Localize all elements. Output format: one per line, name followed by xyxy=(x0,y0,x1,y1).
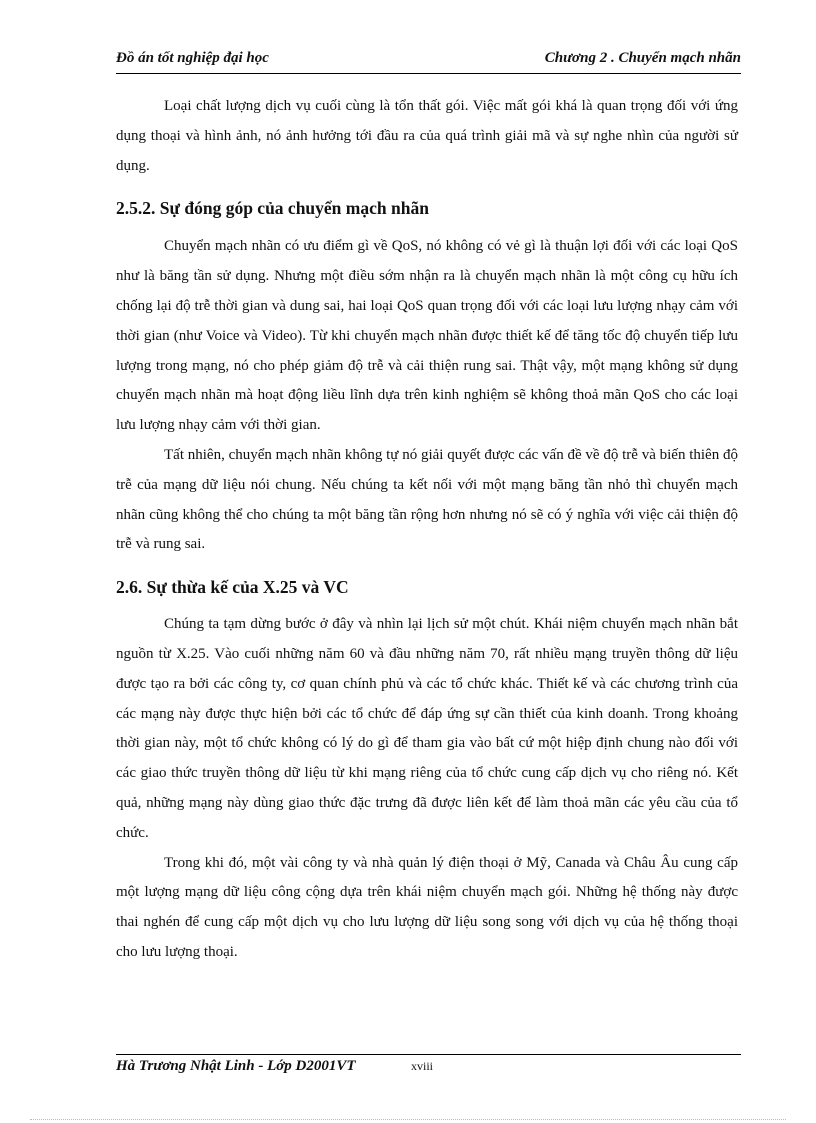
footer-rule xyxy=(116,1054,741,1055)
bottom-dotted-border xyxy=(30,1119,786,1120)
footer-author: Hà Trương Nhật Linh - Lớp D2001VT xyxy=(116,1058,356,1074)
page-footer xyxy=(116,1058,434,1075)
page-number: xviii xyxy=(411,1059,434,1073)
paragraph-packet-loss: Loại chất lượng dịch vụ cuối cùng là tổn thất gói. Việc mất gói khá là quan trọng đối với ứng dụng thoại và hình ảnh, nó ảnh hưởng tới đầu ra của quá trình giải mã và sự nghe nhìn của người sử dụng. xyxy=(116,98,738,174)
paragraph-public-data-networks: Trong khi đó, một vài công ty và nhà quản lý điện thoại ở Mỹ, Canada và Châu Âu cung cấp một lượng mạng dữ liệu công cộng dựa trên khái niệm chuyển mạch gói. Những hệ thống này được thai nghén để cung cấp một dịch vụ cho lưu lượng dữ liệu song song với dịch vụ của hệ thống thoại cho lưu lượng thoại. xyxy=(116,854,738,960)
paragraph-label-switching-qos: Chuyển mạch nhãn có ưu điểm gì về QoS, nó không có vẻ gì là thuận lợi đối với các loại QoS như là băng tần sử dụng. Nhưng một điều sớm nhận ra là chuyển mạch nhãn là một công cụ hữu ích chống lại độ trễ thời gian và dung sai, hai loại QoS quan trọng đối với các loại lưu lượng nhạy cảm với thời gian (như Voice và Video). Từ khi chuyển mạch nhãn được thiết kế để tăng tốc độ chuyển tiếp lưu lượng trong mạng, nó cho phép giảm độ trễ và cải thiện rung sai. Thật vậy, một mạng không sử dụng chuyển mạch nhãn mà hoạt động liều lĩnh dựa trên kinh nghiệm sẽ không thoả mãn QoS cho các loại lưu lượng nhạy cảm với thời gian. xyxy=(116,238,738,434)
section-heading-2-5-2: 2.5.2. Sự đóng góp của chuyển mạch nhãn xyxy=(116,198,429,219)
page-header xyxy=(116,50,741,72)
paragraph-delay-jitter: Tất nhiên, chuyển mạch nhãn không tự nó giải quyết được các vấn đề về độ trễ và biến thiên độ trễ của mạng dữ liệu nói chung. Nếu chúng ta kết nối với một mạng băng tần nhỏ thì chuyển mạch nhãn cũng không thể cho chúng ta một băng tần rộng hơn nhưng nó sẽ có ý nghĩa với việc cải thiện độ trễ và rung sai. xyxy=(116,446,738,553)
paragraph-x25-history: Chúng ta tạm dừng bước ở đây và nhìn lại lịch sử một chút. Khái niệm chuyển mạch nhãn bắt nguồn từ X.25. Vào cuối những năm 60 và đầu những năm 70, rất nhiều mạng truyền thông dữ liệu được tạo ra bởi các công ty, cơ quan chính phủ và các tổ chức khác. Thiết kế và các chương trình của các mạng này được thực hiện bởi các tổ chức để đáp ứng sự cần thiết của kinh doanh. Trong khoảng thời gian này, một tổ chức không có lý do gì để tham gia vào bất cứ một hiệp định chung nào đối với các giao thức truyền thông dữ liệu từ khi mạng riêng của tổ chức cung cấp dịch vụ cho riêng nó. Kết quả, những mạng này dùng giao thức đặc trưng đã được liên kết để làm thoả mãn các yêu cầu của tổ chức. xyxy=(116,616,738,841)
page-body xyxy=(116,92,738,968)
header-chapter-title: Chương 2 . Chuyển mạch nhãn xyxy=(544,50,741,66)
section-heading-2-6: 2.6. Sự thừa kế của X.25 và VC xyxy=(116,577,349,598)
header-document-title: Đồ án tốt nghiệp đại học xyxy=(116,50,269,66)
header-rule xyxy=(116,73,741,74)
